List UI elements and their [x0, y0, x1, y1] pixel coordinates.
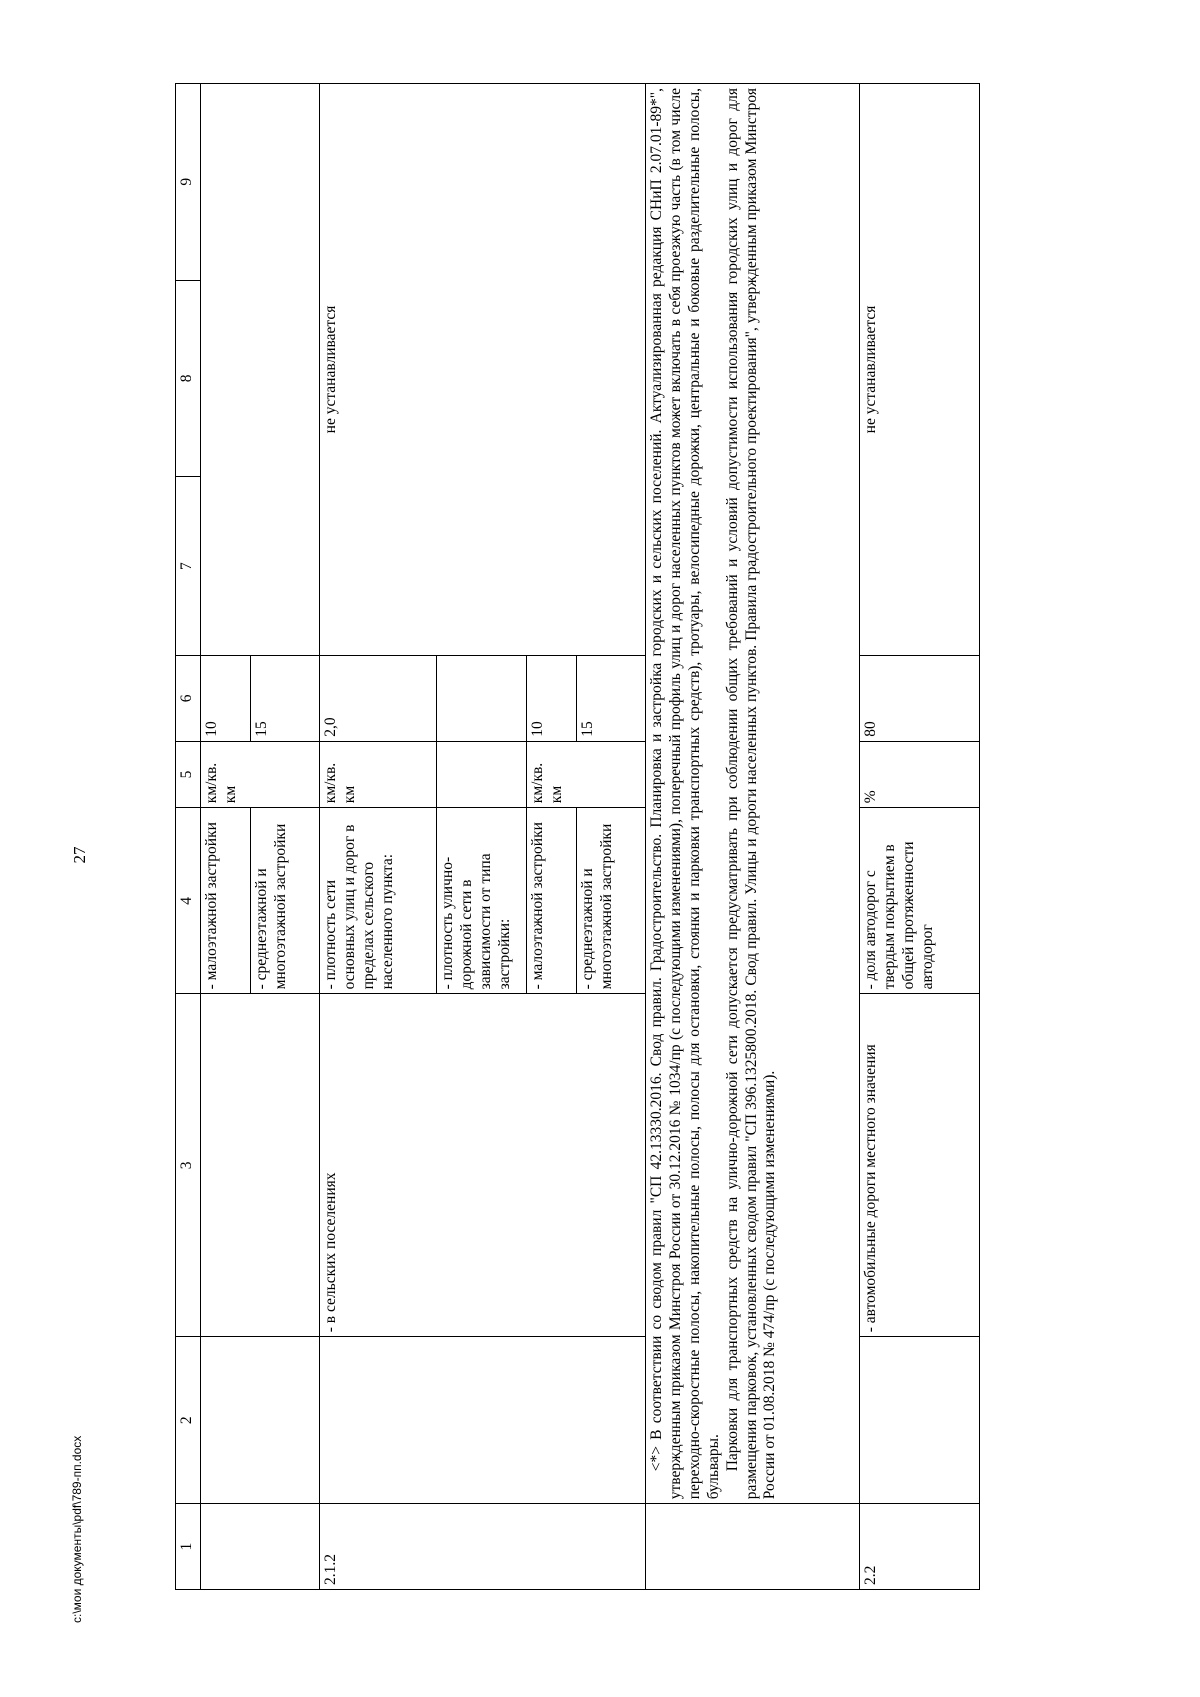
- table-row: [860, 84, 980, 1590]
- cell-c789: не устанавливается: [320, 84, 646, 656]
- cell-indicator: - среднеэтажной и многоэтажной застройки: [251, 808, 320, 994]
- cell-number: 2.1.2: [320, 1504, 646, 1590]
- rotated-table-frame: [175, 83, 1035, 1590]
- cell-number: 2.2: [860, 1504, 980, 1590]
- header-col-4: 4: [176, 808, 201, 994]
- header-row: [176, 84, 201, 1590]
- cell-indicator: - доля автодорог с твердым покрытием в общей протяженности автодорог: [860, 808, 980, 994]
- header-col-8: 8: [176, 280, 201, 477]
- cell-value: [437, 655, 527, 741]
- footnote-paragraph: Парковки для транспортных средств на улично-дорожной сети допускается предусматривать при соблюдении общих требований и условий допустимости использования городских улиц и дорог для размещения парковок, установленных сводом правил "СП 396.1325800.2018. Свод правил. Улицы и дороги населенных пунктов. Правила градостроительного проектирования", утвержденным приказом Минстроя России от 01.08.2018 № 474/пр (с последующими изменениями).: [723, 88, 779, 1500]
- footnote-paragraph: <*> В соответствии со сводом правил "СП 42.13330.2016. Свод правил. Градостроительство. Планировка и застройка городских и сельских поселений. Актуализированная редакция СНиП 2.07.01-89*", утвержденным приказом Минстроя России от 30.12.2016 № 1034/пр (с последующими изменениями), поперечный профиль улиц и дорог населенных пунктов может включать в себя проезжую часть (в том числе переходно-скоростные полосы, накопительные полосы, полосы для остановки, стоянки и парковки транспортных средств), тротуары, велосипедные дорожки, центральные и боковые разделительные полосы, бульвары.: [648, 88, 722, 1500]
- cell-value: 10: [527, 655, 577, 741]
- note-row: [646, 84, 860, 1590]
- cell-indicator: - плотность улично-дорожной сети в зависимости от типа застройки:: [437, 808, 527, 994]
- cell-c2: [201, 1337, 320, 1504]
- cell-unit: км/кв. км: [201, 741, 320, 808]
- cell-value: 10: [201, 655, 251, 741]
- cell-unit: %: [860, 741, 980, 808]
- cell-unit: км/кв. км: [320, 741, 437, 808]
- header-col-5: 5: [176, 741, 201, 808]
- file-path-footer: c:\мои документы\pdf\789-пп.docx: [70, 1435, 84, 1623]
- cell-indicator: - малоэтажной застройки: [201, 808, 251, 994]
- table-row: [320, 84, 437, 1590]
- header-col-9: 9: [176, 84, 201, 281]
- cell-indicator: - среднеэтажной и многоэтажной застройки: [577, 808, 646, 994]
- norms-table: [175, 83, 980, 1590]
- cell-c3: - в сельских поселениях: [320, 994, 646, 1337]
- cell-unit: [437, 741, 527, 808]
- cell-indicator: - малоэтажной застройки: [527, 808, 577, 994]
- cell-value: 15: [577, 655, 646, 741]
- cell-unit: км/кв. км: [527, 741, 646, 808]
- footnote-cell: [646, 84, 860, 1504]
- table-row: [201, 84, 251, 1590]
- cell-c3: [201, 994, 320, 1337]
- cell-value: 80: [860, 655, 980, 741]
- cell-value: 2,0: [320, 655, 437, 741]
- header-col-7: 7: [176, 477, 201, 656]
- header-col-3: 3: [176, 994, 201, 1337]
- header-col-2: 2: [176, 1337, 201, 1504]
- cell-c3: - автомобильные дороги местного значения: [860, 994, 980, 1337]
- cell-value: 15: [251, 655, 320, 741]
- cell-c789: [201, 84, 320, 656]
- cell-indicator: - плотность сети основных улиц и дорог в пределах сельского населенного пункта:: [320, 808, 437, 994]
- cell-c2: [320, 1337, 646, 1504]
- page-number: 27: [70, 846, 89, 864]
- header-col-1: 1: [176, 1504, 201, 1590]
- cell-number: [646, 1504, 860, 1590]
- cell-c789: не устанавливается: [860, 84, 980, 656]
- header-col-6: 6: [176, 655, 201, 741]
- cell-c2: [860, 1337, 980, 1504]
- cell-number: [201, 1504, 320, 1590]
